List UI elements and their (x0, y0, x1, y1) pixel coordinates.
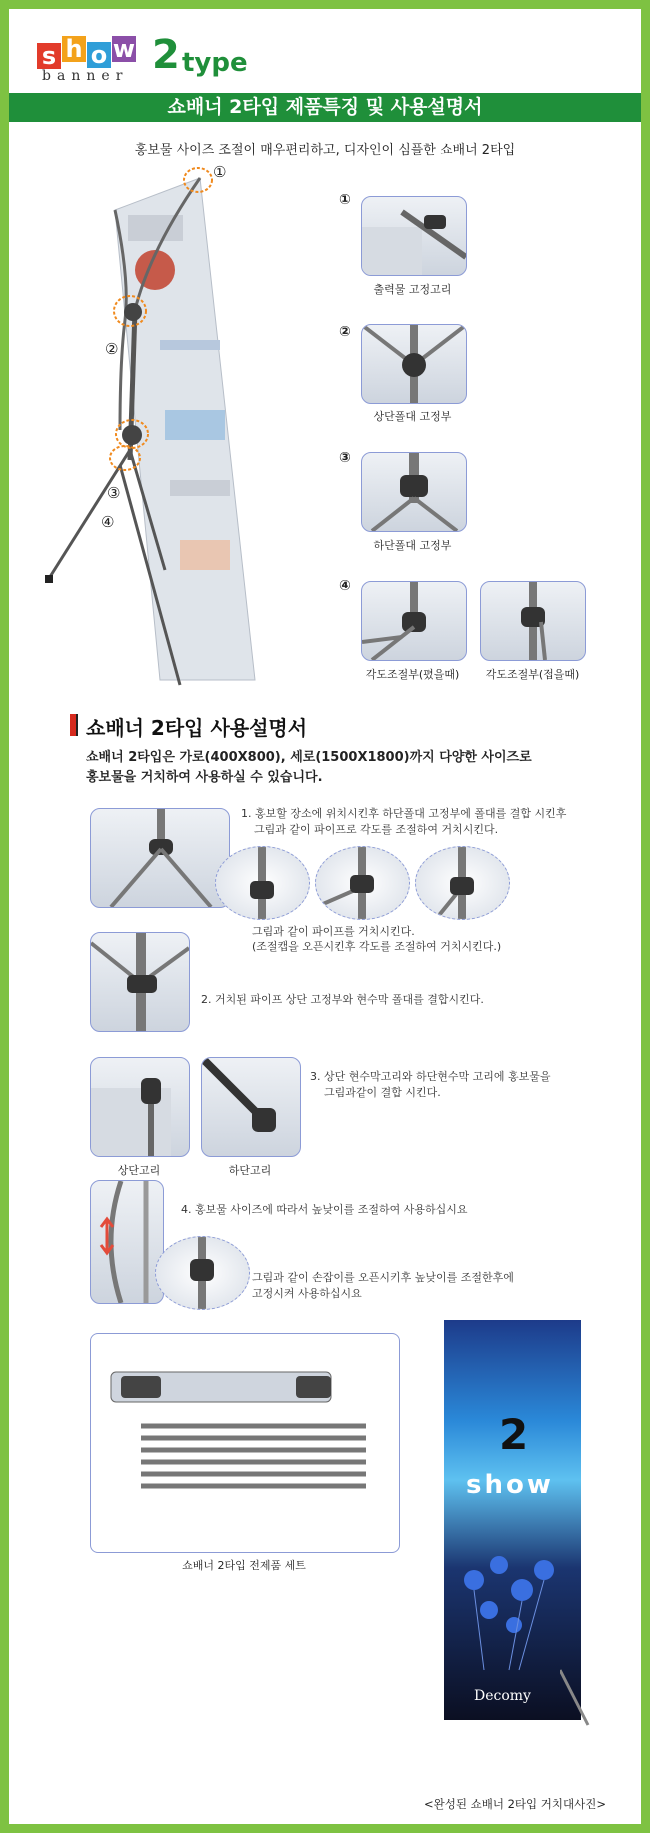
logo-type-word: type (182, 48, 248, 78)
logo-letter-w: w (112, 35, 136, 63)
step3-text-line1: 3. 상단 현수막고리와 하단현수막 고리에 홍보물을 (310, 1070, 551, 1083)
manual-intro-line2: 홍보물을 거치하여 사용하실 수 있습니다. (86, 770, 323, 785)
part-2-photo (361, 324, 467, 404)
step3-text-line2: 그림과같이 결합 시킨다. (324, 1086, 441, 1099)
logo-letter-s: s (37, 43, 61, 69)
step4-photo (90, 1180, 164, 1304)
title-bar: 쇼배너 2타입 제품특징 및 사용설명서 (9, 93, 641, 122)
step1-note-line2: (조절캡을 오픈시킨후 각도를 조절하여 거치시킨다.) (252, 940, 502, 953)
logo-type-number: 2 (152, 32, 180, 78)
part-4-label-folded: 각도조절부(접을때) (485, 668, 580, 681)
step1-detail-1 (215, 846, 310, 920)
callout-1: ① (213, 163, 227, 181)
step1-photo (90, 808, 230, 908)
step4-note-line1: 그림과 같이 손잡이를 오픈시키후 높낮이를 조절한후에 (252, 1271, 514, 1284)
step4-detail (155, 1236, 250, 1310)
step3-caption-bottom: 하단고리 (228, 1164, 272, 1177)
poster-brand: Decomy (474, 1688, 531, 1704)
part-2-number: ② (339, 324, 351, 340)
step4-text: 4. 홍보물 사이즈에 따라서 높낮이를 조절하여 사용하십시요 (181, 1203, 468, 1216)
step1-text-line1: 1. 홍보할 장소에 위치시킨후 하단폴대 고정부에 폴대를 결합 시킨후 (241, 807, 567, 820)
part-4-photo-open (361, 581, 467, 661)
step3-photo-bottom-hook (201, 1057, 301, 1157)
step1-note-line1: 그림과 같이 파이프를 거치시킨다. (252, 925, 415, 938)
logo-banner-text: banner (42, 68, 129, 84)
full-set-box (90, 1333, 400, 1553)
part-4-photo-folded (480, 581, 586, 661)
part-3-label: 하단폴대 고정부 (373, 539, 452, 552)
manual-heading: 쇼배너 2타입 사용설명서 (86, 716, 308, 740)
part-2-label: 상단폴대 고정부 (373, 410, 452, 423)
poster-number: 2 (499, 1410, 529, 1459)
callout-3: ③ (107, 484, 121, 502)
final-caption: <완성된 쇼배너 2타입 거치대사진> (424, 1797, 606, 1811)
step1-detail-3 (415, 846, 510, 920)
part-1-number: ① (339, 192, 351, 208)
callout-4: ④ (101, 513, 115, 531)
step3-photo-top-hook (90, 1057, 190, 1157)
manual-intro-line1: 쇼배너 2타입은 가로(400X800), 세로(1500X1800)까지 다양한 사이즈로 (86, 750, 532, 765)
step3-caption-top: 상단고리 (117, 1164, 161, 1177)
step1-detail-2 (315, 846, 410, 920)
part-1-label: 출력물 고정고리 (373, 283, 452, 296)
poster-word: show (466, 1470, 554, 1500)
part-4-label-open: 각도조절부(폈을때) (365, 668, 460, 681)
step1-text-line2: 그림과 같이 파이프로 각도를 조절하여 거치시킨다. (254, 823, 499, 836)
poster-stand-legs (560, 1650, 590, 1730)
part-4-number: ④ (339, 578, 351, 594)
step4-note-line2: 고정시켜 사용하십시요 (252, 1287, 362, 1300)
subtitle: 홍보물 사이즈 조절이 매우편리하고, 디자인이 심플한 쇼배너 2타입 (134, 143, 516, 158)
step2-photo (90, 932, 190, 1032)
step2-text: 2. 거치된 파이프 상단 고정부와 현수막 폴대를 결합시킨다. (201, 993, 484, 1006)
full-set-caption: 쇼배너 2타입 전제품 세트 (182, 1559, 306, 1572)
part-3-photo (361, 452, 467, 532)
callout-2: ② (105, 340, 119, 358)
logo-letter-h: h (62, 36, 86, 62)
part-3-number: ③ (339, 450, 351, 466)
part-1-photo (361, 196, 467, 276)
stand-illustration (40, 160, 310, 700)
logo-letter-o: o (87, 42, 111, 68)
